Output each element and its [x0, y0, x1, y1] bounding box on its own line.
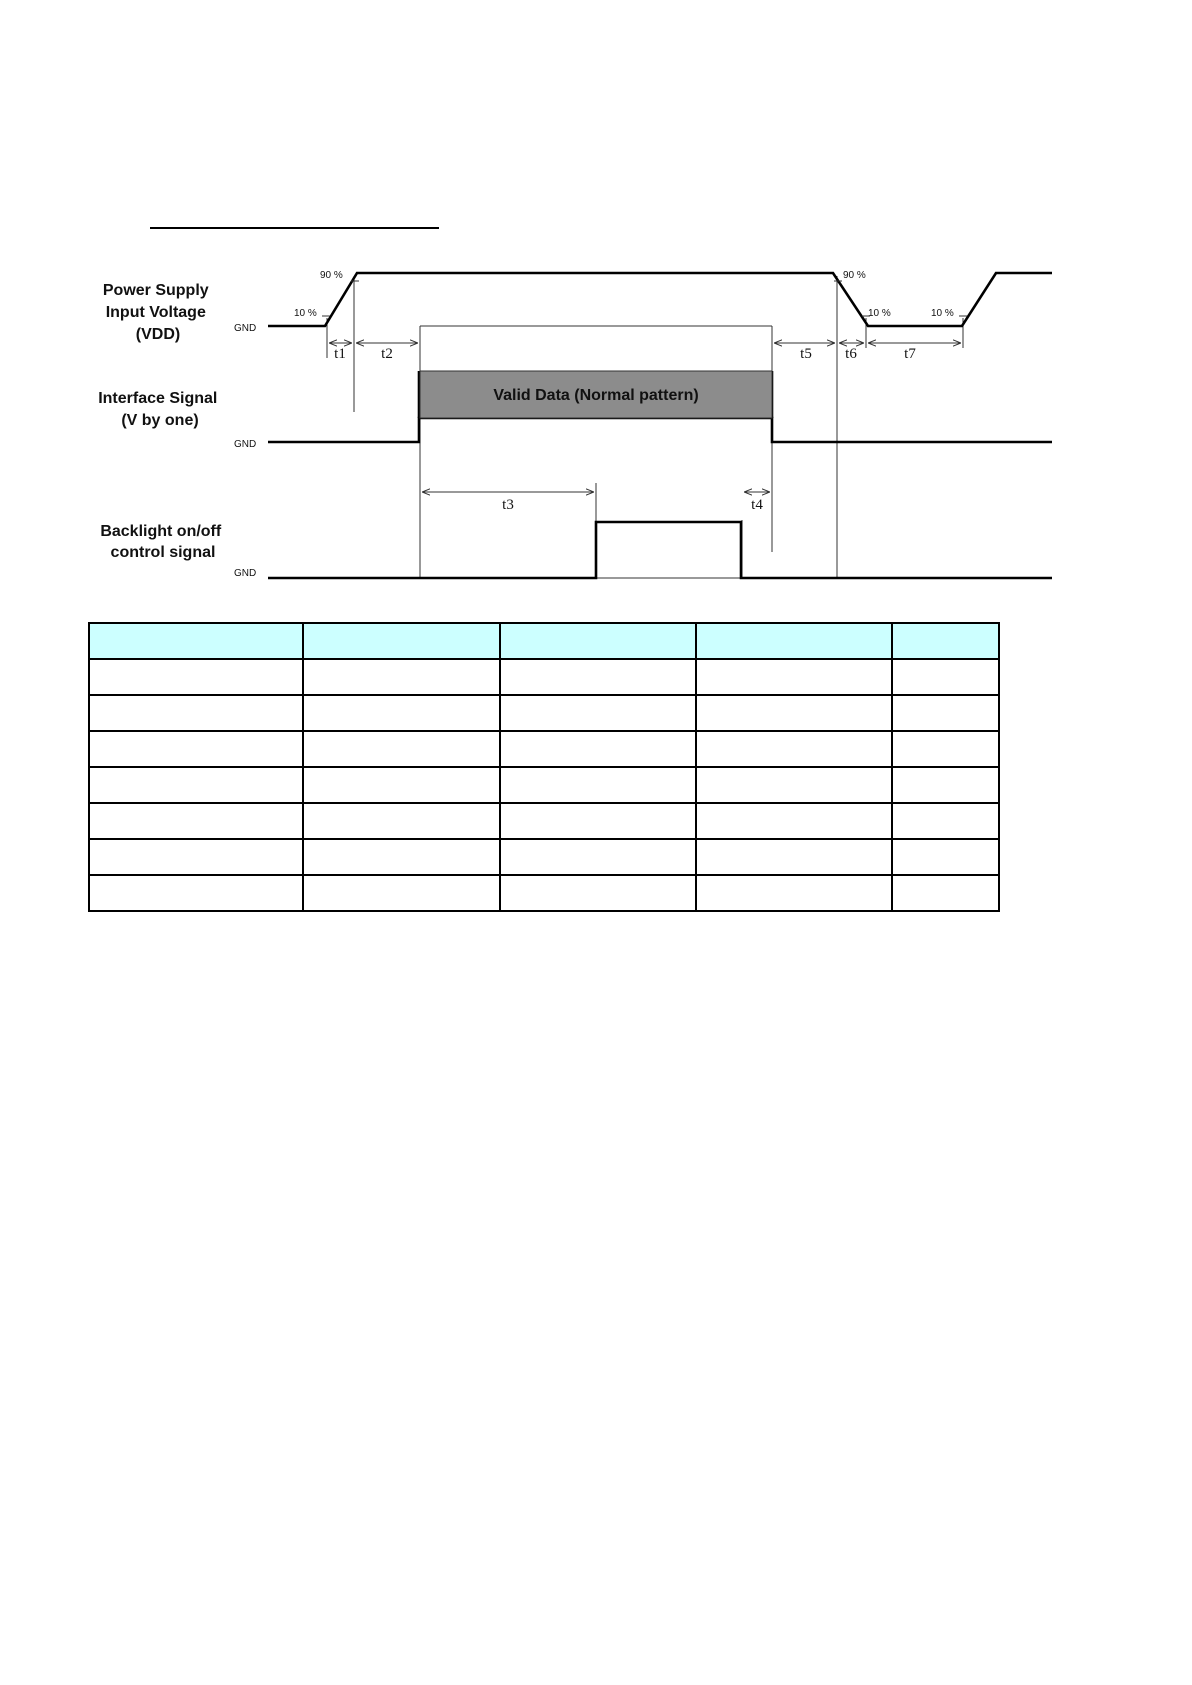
table-cell — [303, 803, 500, 839]
interface-signal-label-line1: Interface Signal — [98, 390, 218, 407]
interface-signal-label — [98, 390, 222, 429]
gnd-label-interface: GND — [234, 439, 257, 450]
table-row — [89, 767, 999, 803]
power-supply-label-line2: Input Voltage — [105, 304, 206, 321]
gnd-label-backlight: GND — [234, 568, 257, 579]
table-cell — [89, 875, 303, 911]
table-cell — [500, 767, 696, 803]
table-row — [89, 875, 999, 911]
table-cell — [89, 767, 303, 803]
backlight-signal-label-line2: control signal — [110, 544, 216, 561]
table-header-cell — [303, 623, 500, 659]
table-cell — [500, 659, 696, 695]
table-cell — [892, 659, 999, 695]
timing-table — [88, 622, 1000, 912]
table-cell — [892, 875, 999, 911]
table-row — [89, 839, 999, 875]
table-cell — [892, 731, 999, 767]
fall-10-label: 10 % — [868, 308, 891, 319]
backlight-waveform — [268, 522, 1052, 578]
power-supply-label — [103, 282, 213, 343]
table-cell — [892, 695, 999, 731]
table-cell — [500, 731, 696, 767]
t6-label: t6 — [845, 346, 857, 362]
table-cell — [89, 731, 303, 767]
interface-signal-waveform — [268, 418, 1052, 442]
table-cell — [500, 839, 696, 875]
table-cell — [696, 731, 892, 767]
rise-90-label: 90 % — [320, 270, 343, 281]
t4-label: t4 — [751, 497, 763, 513]
interface-signal-label-line2: (V by one) — [121, 412, 199, 429]
table-cell — [500, 803, 696, 839]
table-header-row — [89, 623, 999, 659]
table-header-cell — [500, 623, 696, 659]
rerise-10-label: 10 % — [931, 308, 954, 319]
table-cell — [892, 803, 999, 839]
table-cell — [89, 803, 303, 839]
table-cell — [696, 803, 892, 839]
gnd-label-power: GND — [234, 323, 257, 334]
valid-data-label: Valid Data (Normal pattern) — [493, 387, 699, 404]
table-row — [89, 731, 999, 767]
table-cell — [303, 839, 500, 875]
table-cell — [303, 731, 500, 767]
power-supply-label-line1: Power Supply — [102, 282, 209, 299]
t2-label: t2 — [381, 346, 393, 362]
table-cell — [696, 659, 892, 695]
table-cell — [892, 839, 999, 875]
table-cell — [89, 659, 303, 695]
t5-label: t5 — [800, 346, 812, 362]
table-cell — [303, 875, 500, 911]
table-cell — [500, 875, 696, 911]
backlight-signal-label-line1: Backlight on/off — [100, 523, 222, 540]
t7-label: t7 — [904, 346, 916, 362]
table-row — [89, 659, 999, 695]
table-cell — [696, 839, 892, 875]
table-cell — [303, 695, 500, 731]
fall-90-label: 90 % — [843, 270, 866, 281]
backlight-signal-label — [100, 523, 225, 561]
table-row — [89, 695, 999, 731]
timing-diagram — [0, 0, 1192, 620]
table-cell — [892, 767, 999, 803]
table-cell — [696, 695, 892, 731]
rise-10-label: 10 % — [294, 308, 317, 319]
table-row — [89, 803, 999, 839]
table-header-cell — [696, 623, 892, 659]
table-cell — [303, 767, 500, 803]
table-cell — [500, 695, 696, 731]
t3-label: t3 — [502, 497, 514, 513]
table-header-cell — [892, 623, 999, 659]
table-cell — [89, 695, 303, 731]
power-supply-label-line3: (VDD) — [135, 326, 181, 343]
t1-label: t1 — [334, 346, 346, 362]
table-cell — [696, 767, 892, 803]
table-cell — [303, 659, 500, 695]
table-cell — [89, 839, 303, 875]
table-cell — [696, 875, 892, 911]
table-header-cell — [89, 623, 303, 659]
